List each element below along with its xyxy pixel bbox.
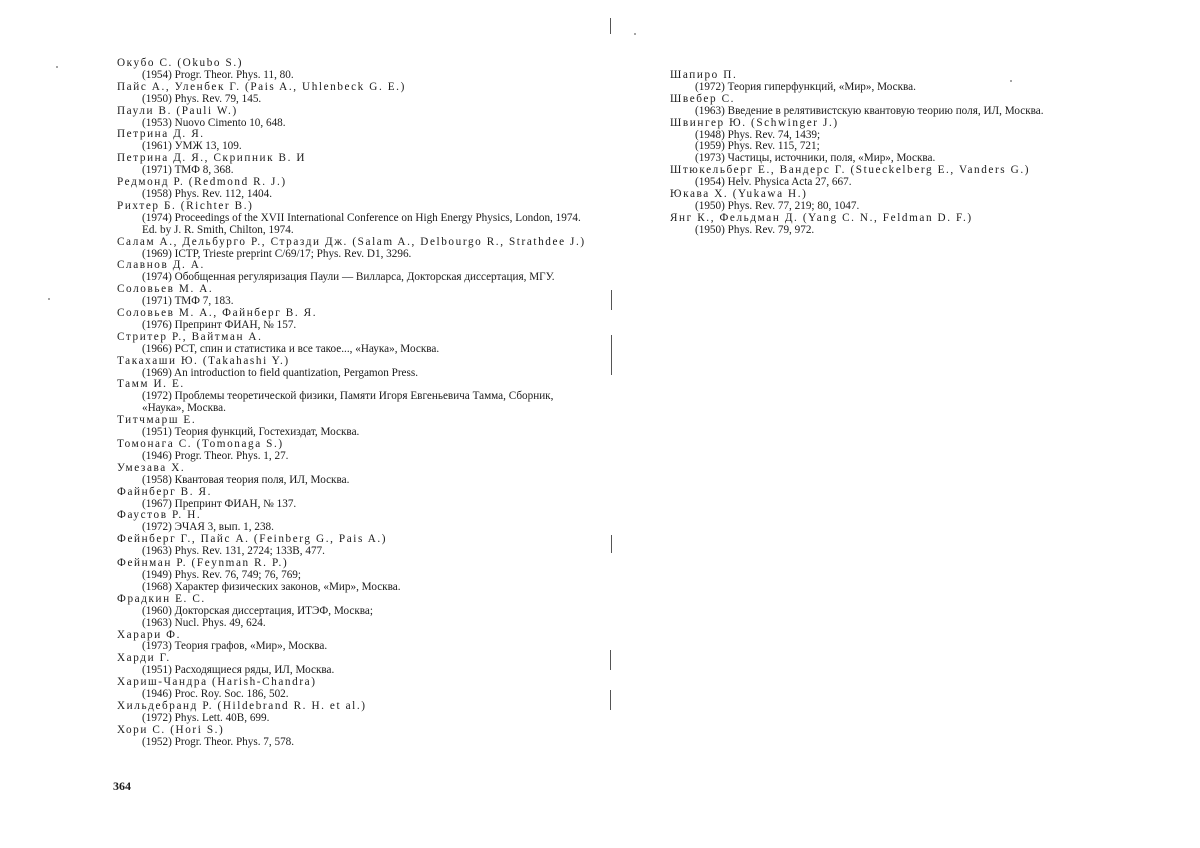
entry-author: Янг К., Фельдман Д. (Yang C. N., Feldman D. F.) — [670, 211, 973, 224]
bibliography-entry — [117, 725, 587, 749]
entry-reference: (1971) ТМФ 7, 183. — [142, 295, 234, 308]
entry-reference: (1963) Введение в релятивистскую квантовую теорию поля, ИЛ, Москва. — [695, 104, 1044, 117]
entry-author: Шапиро П. — [670, 69, 738, 81]
entry-author: Харари Ф. — [117, 628, 182, 641]
scan-mark — [610, 18, 611, 34]
entry-reference: (1958) Квантовая теория поля, ИЛ, Москва. — [142, 473, 350, 486]
entry-author: Харди Г. — [117, 652, 171, 665]
bibliography-entry — [117, 201, 587, 237]
scan-mark — [611, 535, 612, 553]
entry-author: Редмонд Р. (Redmond R. J.) — [117, 176, 287, 189]
bibliography-entry — [117, 153, 587, 177]
entry-reference: (1953) Nuovo Cimento 10, 648. — [142, 116, 286, 129]
scan-mark — [611, 290, 612, 310]
entry-author: Такахаши Ю. (Takahashi Y.) — [117, 354, 290, 367]
bibliography-entry — [670, 94, 1140, 118]
entry-author: Фейнберг Г., Пайс А. (Feinberg G., Pais A.) — [117, 533, 388, 546]
entry-reference: (1946) Proc. Roy. Soc. 186, 502. — [142, 688, 289, 701]
bibliography-entry — [117, 487, 587, 511]
entry-reference: (1972) Проблемы теоретической физики, Памяти Игоря Евгеньевича Тамма, Сборник, «Наука», Москва. — [142, 390, 554, 415]
bibliography-entry — [117, 106, 587, 130]
bibliography-entry — [117, 653, 587, 677]
entry-author: Соловьев М. А., Файнберг В. Я. — [117, 307, 318, 320]
bibliography-entry — [117, 284, 587, 308]
bibliography-entry — [117, 677, 587, 701]
entry-reference: (1952) Progr. Theor. Phys. 7, 578. — [142, 735, 295, 748]
scan-speck — [1010, 80, 1012, 82]
bibliography-entry — [117, 129, 587, 153]
entry-reference: (1972) Phys. Lett. 40B, 699. — [142, 711, 270, 724]
entry-author: Паули В. (Pauli W.) — [117, 104, 238, 117]
entry-reference: (1968) Характер физических законов, «Мир», Москва. — [142, 580, 401, 593]
entry-reference: (1954) Progr. Theor. Phys. 11, 80. — [142, 68, 294, 81]
entry-reference: (1974) Обобщенная регуляризация Паули — Вилларса, Докторская диссертация, МГУ. — [142, 271, 555, 284]
bibliography-entry — [117, 439, 587, 463]
entry-reference: (1972) Теория гиперфункций, «Мир», Москва. — [695, 80, 916, 93]
right-bibliography-column — [670, 70, 1140, 237]
bibliography-entry — [117, 237, 587, 261]
scan-mark — [611, 335, 612, 375]
entry-reference: (1949) Phys. Rev. 76, 749; 76, 769; — [142, 568, 302, 581]
bibliography-entry — [670, 189, 1140, 213]
entry-author: Фейнман Р. (Feynman R. P.) — [117, 557, 289, 570]
bibliography-entry — [117, 630, 587, 654]
entry-author: Швебер С. — [670, 92, 736, 105]
entry-author: Стритер Р., Вайтман А. — [117, 330, 263, 343]
entry-author: Юкава Х. (Yukawa H.) — [670, 188, 808, 201]
bibliography-entry — [117, 701, 587, 725]
scan-speck — [56, 66, 58, 68]
entry-author: Титчмарш Е. — [117, 414, 197, 427]
entry-reference: (1963) Nucl. Phys. 49, 624. — [142, 616, 266, 629]
entry-reference: (1951) Расходящиеся ряды, ИЛ, Москва. — [142, 664, 335, 677]
entry-reference: (1972) ЭЧАЯ 3, вып. 1, 238. — [142, 521, 274, 534]
bibliography-entry — [117, 332, 587, 356]
bibliography-entry — [670, 165, 1140, 189]
entry-reference: (1967) Препринт ФИАН, № 137. — [142, 497, 297, 510]
entry-author: Соловьев М. А. — [117, 283, 214, 296]
entry-reference: (1971) ТМФ 8, 368. — [142, 164, 234, 177]
entry-reference: (1950) Phys. Rev. 77, 219; 80, 1047. — [695, 199, 860, 212]
entry-author: Штюкельберг Е., Вандерс Г. (Stueckelberg E., Vanders G.) — [670, 164, 1031, 177]
entry-reference: (1973) Теория графов, «Мир», Москва. — [142, 640, 328, 653]
entry-reference: (1974) Proceedings of the XVII International Conference on High Energy Physics, London, 1974. Ed. by J. R. Smith, Chilton, 1974. — [142, 211, 581, 236]
left-bibliography-column — [117, 58, 587, 749]
scan-mark — [610, 690, 611, 710]
entry-author: Пайс А., Уленбек Г. (Pais A., Uhlenbeck G. E.) — [117, 80, 406, 93]
bibliography-entry — [117, 415, 587, 439]
entry-author: Тамм И. Е. — [117, 378, 185, 391]
page-number: 364 — [113, 779, 131, 793]
bibliography-entry — [117, 356, 587, 380]
bibliography-entry — [117, 58, 587, 82]
bibliography-entry — [117, 177, 587, 201]
entry-author: Файнберг В. Я. — [117, 485, 212, 498]
entry-author: Петрина Д. Я., Скрипник В. И — [117, 152, 307, 165]
bibliography-entry — [117, 308, 587, 332]
entry-author: Хори С. (Hori S.) — [117, 723, 225, 736]
bibliography-entry — [117, 534, 587, 558]
entry-author: Окубо С. (Okubo S.) — [117, 57, 244, 69]
entry-author: Салам А., Дельбурго Р., Стразди Дж. (Salam A., Delbourgo R., Strathdee J.) — [117, 235, 586, 248]
entry-reference: (1959) Phys. Rev. 115, 721; — [695, 140, 820, 153]
entry-reference: (1948) Phys. Rev. 74, 1439; — [695, 128, 821, 141]
entry-reference: (1950) Phys. Rev. 79, 145. — [142, 92, 262, 105]
entry-reference: (1966) PCT, спин и статистика и все такое..., «Наука», Москва. — [142, 342, 440, 355]
entry-author: Славнов Д. А. — [117, 259, 205, 272]
bibliography-entry — [117, 594, 587, 630]
entry-author: Швингер Ю. (Schwinger J.) — [670, 116, 839, 129]
entry-author: Петрина Д. Я. — [117, 128, 205, 141]
bibliography-entry — [117, 558, 587, 594]
entry-author: Фаустов Р. Н. — [117, 509, 202, 522]
entry-reference: (1946) Progr. Theor. Phys. 1, 27. — [142, 449, 289, 462]
entry-author: Томонага С. (Tomonaga S.) — [117, 438, 284, 450]
entry-reference: (1950) Phys. Rev. 79, 972. — [695, 223, 815, 236]
scan-speck — [48, 298, 50, 300]
entry-reference: (1960) Докторская диссертация, ИТЭФ, Москва; — [142, 604, 374, 617]
bibliography-entry — [117, 463, 587, 487]
scan-mark — [610, 650, 611, 670]
entry-reference: (1958) Phys. Rev. 112, 1404. — [142, 187, 272, 200]
bibliography-entry — [670, 118, 1140, 166]
entry-author: Хильдебранд Р. (Hildebrand R. H. et al.) — [117, 699, 367, 712]
entry-author: Умезава Х. — [117, 461, 186, 474]
scan-speck — [634, 33, 636, 35]
bibliography-entry — [117, 510, 587, 534]
entry-reference: (1951) Теория функций, Гостехиздат, Москва. — [142, 426, 360, 439]
entry-reference: (1954) Helv. Physica Acta 27, 667. — [695, 176, 852, 189]
entry-author: Фрадкин Е. С. — [117, 592, 206, 605]
entry-author: Рихтер Б. (Richter B.) — [117, 199, 254, 212]
bibliography-entry — [117, 379, 587, 415]
right-page — [600, 0, 1200, 848]
entry-reference: (1969) ICTP, Trieste preprint C/69/17; Phys. Rev. D1, 3296. — [142, 247, 412, 260]
entry-reference: (1976) Препринт ФИАН, № 157. — [142, 318, 297, 331]
entry-reference: (1969) An introduction to field quantization, Pergamon Press. — [142, 366, 419, 379]
bibliography-entry — [670, 70, 1140, 94]
entry-reference: (1973) Частицы, источники, поля, «Мир», Москва. — [695, 152, 936, 165]
entry-author: Хариш-Чандра (Harish-Chandra) — [117, 676, 317, 689]
entry-reference: (1961) УМЖ 13, 109. — [142, 140, 242, 153]
bibliography-entry — [117, 260, 587, 284]
bibliography-entry — [117, 82, 587, 106]
entry-reference: (1963) Phys. Rev. 131, 2724; 133B, 477. — [142, 545, 325, 558]
bibliography-entry — [670, 213, 1140, 237]
